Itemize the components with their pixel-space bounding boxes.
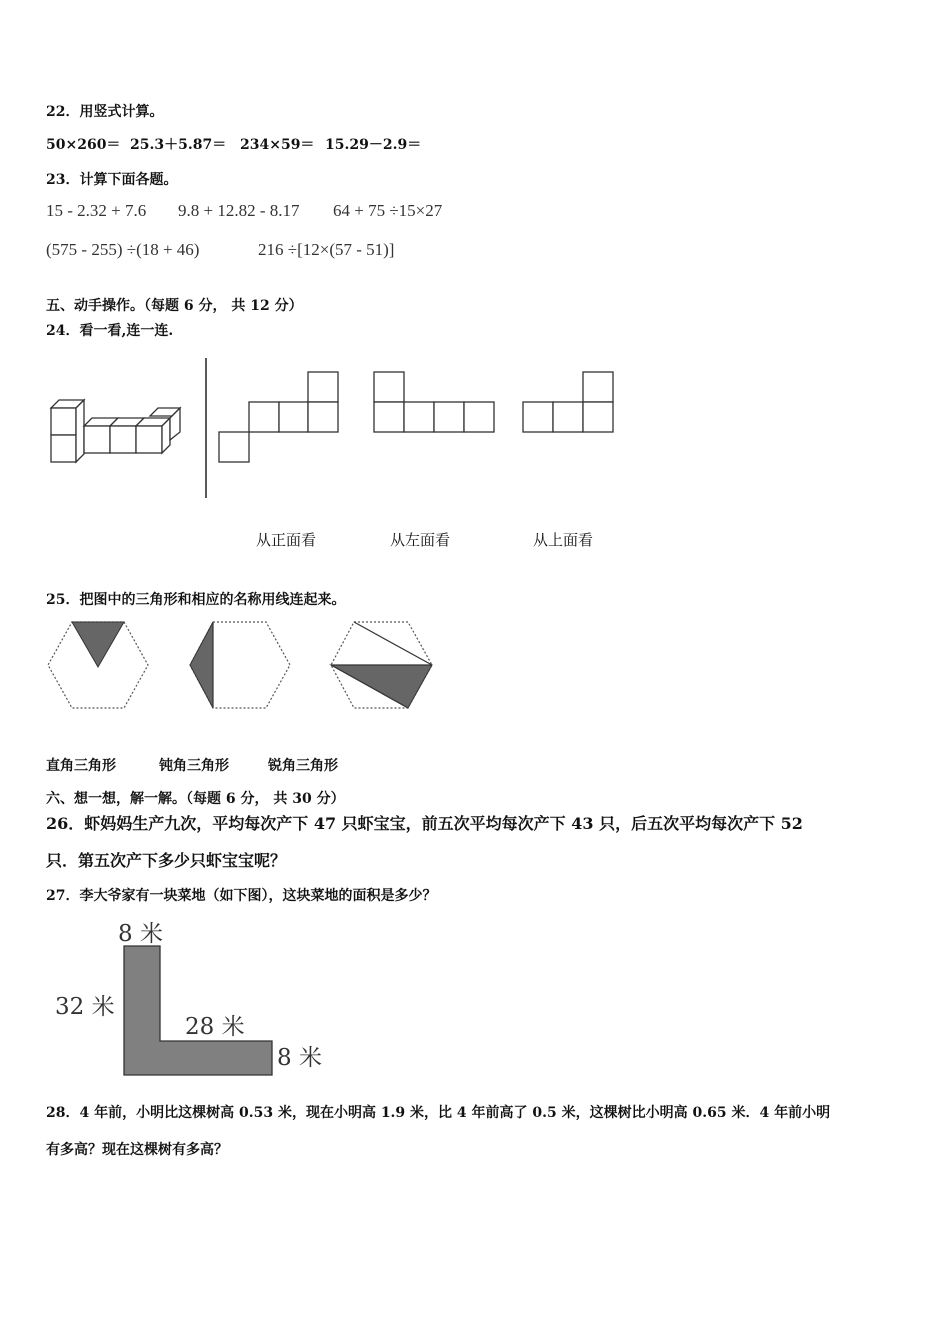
label-left-view: 从左面看	[390, 531, 451, 549]
label-top-view: 从上面看	[533, 531, 594, 549]
q22-expr-2: 25.3＋5.87＝	[130, 137, 227, 153]
dim-right-height: 8 米	[277, 1045, 322, 1071]
q25-title: 25．把图中的三角形和相应的名称用线连起来。	[46, 592, 346, 608]
q28-line-1: 28．4 年前，小明比这棵树高 0.53 米，现在小明高 1.9 米，比 4 年前高了 0.5 米，这棵树比小明高 0.65 米．4 年前小明	[46, 1105, 831, 1121]
dim-left-height: 32 米	[55, 994, 115, 1020]
q24-title: 24．看一看,连一连.	[46, 323, 174, 339]
label-front-view: 从正面看	[256, 531, 317, 549]
dim-bottom-length: 28 米	[185, 1014, 245, 1040]
q26-line-2: 只．第五次产下多少只虾宝宝呢？	[46, 851, 287, 870]
q23-expr-5: 216 ÷[12×(57 - 51)]	[258, 240, 395, 259]
q23-expr-4: (575 - 255) ÷(18 + 46)	[46, 240, 200, 259]
q23-expr-1: 15 - 2.32 + 7.6	[46, 201, 147, 220]
q27-title: 27．李大爷家有一块菜地（如下图），这块菜地的面积是多少？	[46, 888, 437, 904]
label-acute-triangle: 锐角三角形	[268, 758, 338, 774]
q22-expr-3: 234×59＝	[240, 137, 315, 153]
q26-line-1: 26．虾妈妈生产九次，平均每次产下 47 只虾宝宝，前五次平均每次产下 43 只，后五次平均每次产下 52	[46, 814, 803, 833]
q23-expr-3: 64 + 75 ÷15×27	[333, 201, 443, 220]
q23-title: 23．计算下面各题。	[46, 172, 178, 188]
q22-title: 22．用竖式计算。	[46, 104, 164, 120]
q23-expr-2: 9.8 + 12.82 - 8.17	[178, 201, 300, 220]
q22-expr-1: 50×260＝	[46, 137, 121, 153]
q28-line-2: 有多高？现在这棵树有多高？	[46, 1142, 228, 1158]
section5-title: 五、动手操作。（每题 6 分， 共 12 分）	[46, 298, 303, 314]
dim-top-width: 8 米	[118, 921, 163, 947]
q22-expr-4: 15.29－2.9＝	[325, 137, 422, 153]
label-right-triangle: 直角三角形	[46, 758, 116, 774]
section6-title: 六、想一想，解一解。（每题 6 分， 共 30 分）	[46, 791, 345, 807]
label-obtuse-triangle: 钝角三角形	[159, 758, 229, 774]
